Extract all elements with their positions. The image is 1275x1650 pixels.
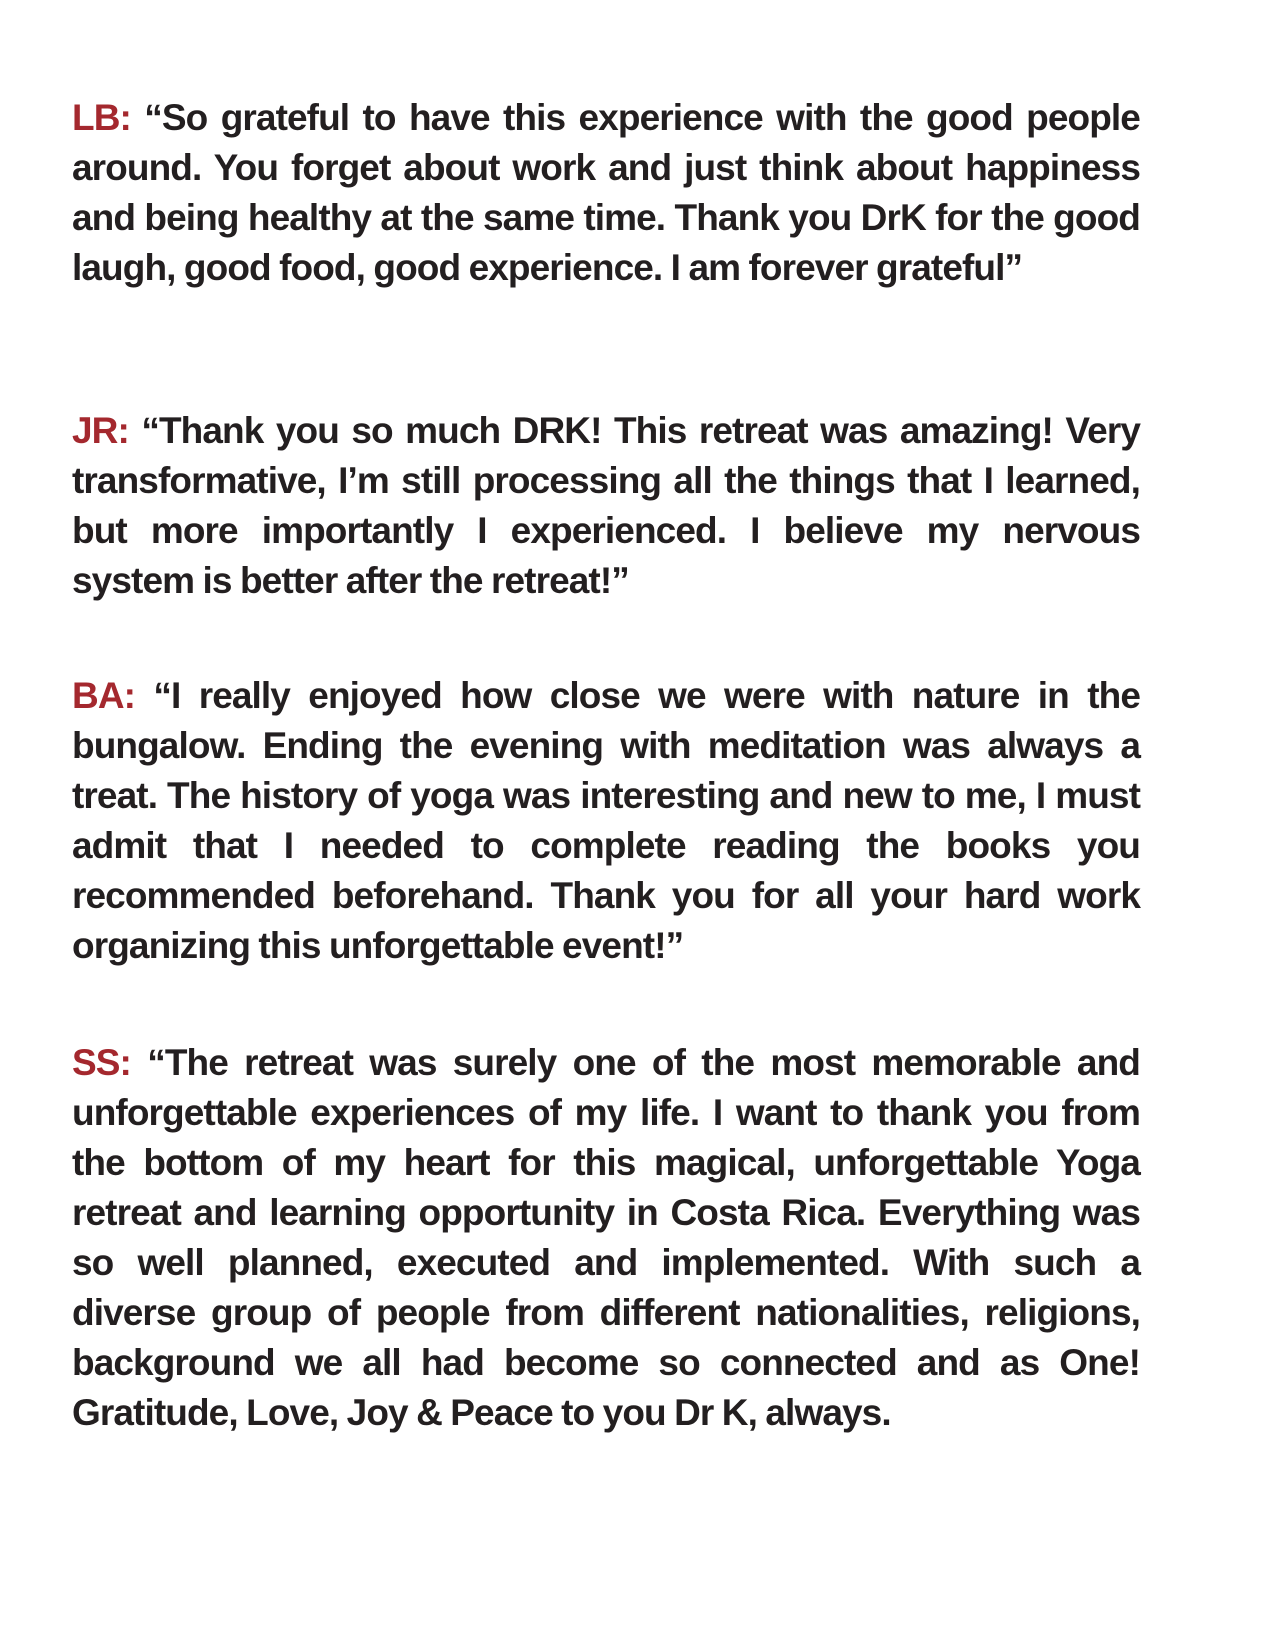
testimonial-quote: “Thank you so much DRK! This retreat was amazing! Very transformative, I’m still processing all the things that I learned, but more importantly I experienced. I believe my nervous system is better after the retreat!” (72, 410, 1140, 601)
testimonial-ss (72, 1038, 1140, 1438)
testimonial-initials: SS: (72, 1042, 131, 1083)
testimonial-jr (72, 406, 1140, 606)
testimonial-quote: “I really enjoyed how close we were with nature in the bungalow. Ending the evening with meditation was always a treat. The history of yoga was interesting and new to me, I must admit that I needed to complete reading the books you recommended beforehand. Thank you for all your hard work organizing this unforgettable event!” (72, 675, 1140, 966)
testimonial-initials: LB: (72, 97, 131, 138)
testimonial-lb (72, 93, 1140, 293)
testimonial-initials: BA: (72, 675, 136, 716)
testimonial-ba (72, 671, 1140, 971)
testimonial-quote: “So grateful to have this experience with the good people around. You forget about work and just think about happiness and being healthy at the same time. Thank you DrK for the good laugh, good food, good experience. I am forever grateful” (72, 97, 1140, 288)
testimonial-initials: JR: (72, 410, 129, 451)
testimonial-quote: “The retreat was surely one of the most memorable and unforgettable experiences of my life. I want to thank you from the bottom of my heart for this magical, unforgettable Yoga retreat and learning opportunity in Costa Rica. Everything was so well planned, executed and implemented. With such a diverse group of people from different nationalities, religions, background we all had become so connected and as One! Gratitude, Love, Joy & Peace to you Dr K, always. (72, 1042, 1140, 1433)
